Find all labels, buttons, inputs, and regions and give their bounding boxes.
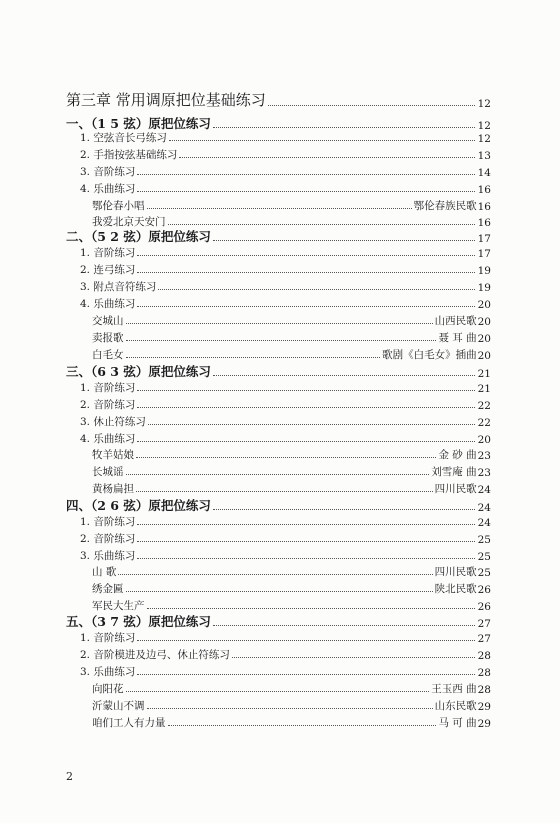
dot-leader: [137, 390, 474, 391]
dot-leader: [126, 323, 433, 324]
entry-title: 沂蒙山不调: [92, 700, 145, 712]
entry-title: 3. 音阶练习: [80, 166, 136, 178]
toc-entry[interactable]: [80, 262, 491, 277]
entry-source: 四川民歌: [434, 483, 477, 495]
entry-page: 22: [477, 400, 491, 412]
entry-page: 19: [477, 265, 491, 277]
dot-leader: [137, 524, 474, 525]
dot-leader: [168, 725, 437, 726]
dot-leader: [168, 224, 475, 225]
toc-entry[interactable]: [80, 414, 491, 429]
toc-entry[interactable]: [92, 347, 491, 362]
section-entry[interactable]: [66, 228, 491, 245]
toc-entry[interactable]: [92, 681, 491, 696]
entry-source: 陕北民歌: [434, 583, 477, 595]
toc-entry[interactable]: [80, 548, 491, 563]
entry-title: 四、（2 6 弦）原把位练习: [66, 498, 211, 513]
entry-title: 4. 乐曲练习: [80, 183, 136, 195]
entry-title: 五、（3 7 弦）原把位练习: [66, 614, 211, 629]
entry-page: 28: [477, 650, 491, 662]
toc-entry[interactable]: [80, 380, 491, 395]
entry-page: 29: [477, 701, 491, 713]
toc-entry[interactable]: [92, 698, 491, 713]
dot-leader: [147, 608, 475, 609]
entry-page: 27: [477, 618, 491, 630]
entry-page: 16: [477, 184, 491, 196]
entry-page: 24: [477, 484, 491, 496]
dot-leader: [137, 191, 474, 192]
entry-title: 2. 音阶模进及边弓、休止符练习: [80, 649, 230, 661]
dot-leader: [148, 424, 475, 425]
entry-page: 12: [477, 98, 491, 110]
entry-title: 3. 附点音符练习: [80, 281, 157, 293]
entry-title: 3. 乐曲练习: [80, 550, 136, 562]
toc-entry[interactable]: [80, 245, 491, 260]
dot-leader: [179, 157, 474, 158]
toc-entry[interactable]: [92, 564, 491, 579]
toc-entry[interactable]: [92, 481, 491, 496]
dot-leader: [158, 289, 474, 290]
toc-entry[interactable]: [92, 715, 491, 730]
entry-title: 二、（5 2 弦）原把位练习: [66, 229, 211, 244]
entry-page: 20: [477, 350, 491, 362]
entry-title: 4. 乐曲练习: [80, 298, 136, 310]
dot-leader: [137, 272, 474, 273]
entry-title: 1. 音阶练习: [80, 516, 136, 528]
dot-leader: [268, 105, 475, 106]
entry-page: 14: [477, 167, 491, 179]
entry-page: 16: [477, 201, 491, 213]
entry-source: 刘雪庵 曲: [431, 466, 477, 478]
dot-leader: [118, 574, 432, 575]
entry-title: 一、（1 5 弦）原把位练习: [66, 116, 211, 131]
entry-page: 17: [477, 248, 491, 260]
dot-leader: [136, 457, 436, 458]
entry-title: 长城谣: [92, 466, 124, 478]
dot-leader: [137, 558, 474, 559]
toc-entry[interactable]: [92, 330, 491, 345]
entry-page: 20: [477, 434, 491, 446]
dot-leader: [126, 474, 430, 475]
entry-page: 25: [477, 551, 491, 563]
entry-page: 25: [477, 534, 491, 546]
entry-title: 1. 音阶练习: [80, 382, 136, 394]
toc-entry[interactable]: [92, 447, 491, 462]
toc-entry[interactable]: [80, 531, 491, 546]
entry-page: 13: [477, 150, 491, 162]
entry-title: 山 歌: [92, 566, 117, 578]
entry-title: 2. 音阶练习: [80, 533, 136, 545]
entry-title: 2. 音阶练习: [80, 399, 136, 411]
entry-page: 20: [477, 316, 491, 328]
entry-page: 26: [477, 601, 491, 613]
entry-page: 16: [477, 217, 491, 229]
entry-title: 3. 休止符练习: [80, 416, 146, 428]
toc-entry[interactable]: [80, 181, 491, 196]
dot-leader: [213, 509, 475, 510]
entry-source: 山东民歌: [434, 700, 477, 712]
toc-entry[interactable]: [80, 647, 491, 662]
entry-source: 四川民歌: [434, 566, 477, 578]
entry-title: 鄂伦春小唱: [92, 200, 145, 212]
entry-title: 1. 空弦音长弓练习: [80, 132, 167, 144]
entry-title: 我爱北京天安门: [92, 216, 166, 228]
entry-page: 20: [477, 299, 491, 311]
entry-page: 28: [477, 667, 491, 679]
dot-leader: [213, 625, 475, 626]
toc-entry[interactable]: [80, 164, 491, 179]
page-number: 2: [66, 770, 73, 783]
toc-entry[interactable]: [80, 130, 491, 145]
dot-leader: [169, 140, 475, 141]
toc-entry[interactable]: [80, 431, 491, 446]
dot-leader: [213, 375, 475, 376]
entry-page: 27: [477, 633, 491, 645]
entry-page: 20: [477, 333, 491, 345]
section-entry[interactable]: [66, 497, 491, 514]
entry-page: 24: [477, 502, 491, 514]
entry-title: 4. 乐曲练习: [80, 433, 136, 445]
entry-title: 2. 连弓练习: [80, 264, 136, 276]
toc-entry[interactable]: [92, 464, 491, 479]
entry-title: 交城山: [92, 315, 124, 327]
entry-page: 23: [477, 450, 491, 462]
entry-source: 鄂伦春族民歌: [413, 200, 477, 212]
toc-entry[interactable]: [92, 198, 491, 213]
entry-page: 21: [477, 383, 491, 395]
entry-source: 歌剧《白毛女》插曲: [382, 349, 477, 361]
dot-leader: [126, 591, 433, 592]
dot-leader: [137, 441, 474, 442]
entry-source: 聂 耳 曲: [438, 332, 477, 344]
section-entry[interactable]: [66, 363, 491, 380]
entry-title: 第三章 常用调原把位基础练习: [66, 91, 266, 109]
entry-title: 1. 音阶练习: [80, 632, 136, 644]
entry-page: 21: [477, 368, 491, 380]
entry-page: 22: [477, 417, 491, 429]
entry-page: 29: [477, 718, 491, 730]
entry-page: 26: [477, 584, 491, 596]
dot-leader: [137, 255, 474, 256]
entry-title: 白毛女: [92, 349, 124, 361]
toc-entry[interactable]: [80, 147, 491, 162]
entry-page: 19: [477, 282, 491, 294]
entry-source: 金 砂 曲: [438, 449, 477, 461]
dot-leader: [136, 491, 433, 492]
dot-leader: [147, 208, 412, 209]
entry-title: 军民大生产: [92, 600, 145, 612]
dot-leader: [137, 407, 474, 408]
toc-entry[interactable]: [80, 514, 491, 529]
entry-page: 12: [477, 120, 491, 132]
dot-leader: [147, 708, 433, 709]
dot-leader: [137, 306, 474, 307]
entry-page: 12: [477, 133, 491, 145]
dot-leader: [213, 240, 475, 241]
dot-leader: [137, 541, 474, 542]
dot-leader: [137, 640, 474, 641]
entry-title: 三、（6 3 弦）原把位练习: [66, 364, 211, 379]
entry-title: 咱们工人有力量: [92, 717, 166, 729]
entry-page: 24: [477, 517, 491, 529]
entry-source: 王玉西 曲: [431, 683, 477, 695]
entry-source: 山西民歌: [434, 315, 477, 327]
dot-leader: [126, 357, 381, 358]
chapter-entry[interactable]: [66, 90, 491, 110]
dot-leader: [126, 691, 430, 692]
toc-entry[interactable]: [80, 397, 491, 412]
entry-title: 绣金匾: [92, 583, 124, 595]
dot-leader: [232, 657, 475, 658]
entry-title: 2. 手指按弦基础练习: [80, 149, 178, 161]
dot-leader: [213, 127, 475, 128]
entry-page: 25: [477, 567, 491, 579]
entry-page: 28: [477, 684, 491, 696]
dot-leader: [126, 340, 437, 341]
toc-entry[interactable]: [80, 664, 491, 679]
toc-entry[interactable]: [80, 296, 491, 311]
entry-source: 马 可 曲: [438, 717, 477, 729]
entry-title: 1. 音阶练习: [80, 247, 136, 259]
entry-page: 17: [477, 233, 491, 245]
entry-title: 黄杨扁担: [92, 483, 134, 495]
entry-page: 23: [477, 467, 491, 479]
toc-entry[interactable]: [80, 630, 491, 645]
entry-title: 3. 乐曲练习: [80, 666, 136, 678]
toc-entry[interactable]: [80, 279, 491, 294]
dot-leader: [137, 174, 474, 175]
toc-entry[interactable]: [92, 313, 491, 328]
entry-title: 向阳花: [92, 683, 124, 695]
entry-title: 卖报歌: [92, 332, 124, 344]
section-entry[interactable]: [66, 613, 491, 630]
entry-title: 牧羊姑娘: [92, 449, 134, 461]
dot-leader: [137, 674, 474, 675]
toc-entry[interactable]: [92, 598, 491, 613]
toc-entry[interactable]: [92, 581, 491, 596]
